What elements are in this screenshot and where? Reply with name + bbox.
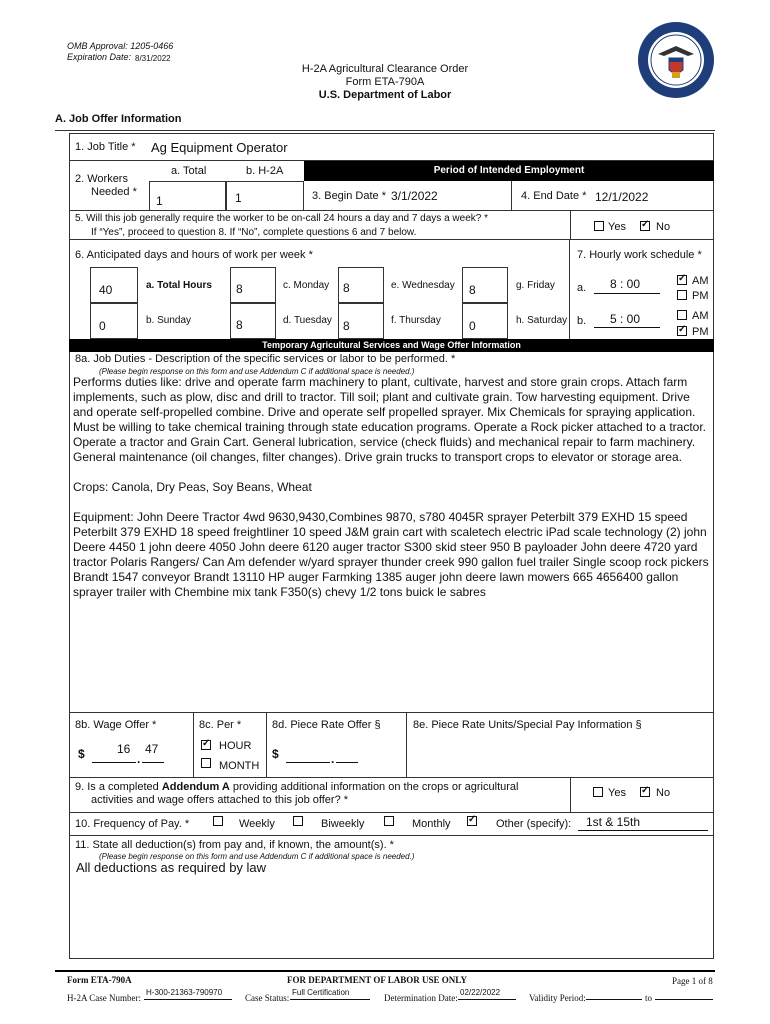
hours-row1-field[interactable]: 8 bbox=[230, 267, 276, 303]
q9-yes-label: Yes bbox=[608, 787, 626, 799]
form-number: Form ETA-790A bbox=[345, 76, 425, 88]
start-pm-label: PM bbox=[692, 290, 709, 302]
thursday-label: f. Thursday bbox=[391, 315, 441, 326]
monday-field[interactable]: 8 bbox=[338, 267, 384, 303]
other-value[interactable]: 1st & 15th bbox=[586, 815, 641, 829]
weekly-label: Weekly bbox=[239, 818, 275, 830]
q6-label: 6. Anticipated days and hours of work per week * bbox=[75, 249, 313, 261]
q5-yes-label: Yes bbox=[608, 221, 626, 233]
temp-services-header: Temporary Agricultural Services and Wage Offer Information bbox=[69, 339, 714, 352]
total-label: a. Total bbox=[171, 165, 207, 177]
q5-no-label: No bbox=[656, 221, 671, 233]
h2a-label: b. H-2A bbox=[246, 165, 284, 177]
validity-label: Validity Period: bbox=[529, 993, 586, 1003]
end-date-value[interactable]: 12/1/2022 bbox=[595, 190, 649, 204]
footer-page: Page 1 of 8 bbox=[672, 976, 713, 986]
q9-no-checkbox[interactable] bbox=[640, 787, 650, 797]
end-am-label: AM bbox=[692, 310, 709, 322]
q9-line2: activities and wage offers attached to this job offer? * bbox=[91, 794, 349, 806]
period-header: Period of Intended Employment bbox=[304, 161, 714, 181]
q5-no-checkbox[interactable] bbox=[640, 221, 650, 231]
biweekly-checkbox[interactable] bbox=[293, 816, 303, 826]
per-hour-label: HOUR bbox=[219, 740, 252, 752]
job-duties-equipment: Equipment: John Deere Tractor 4wd 9630,9430,Combines 9870, s780 4045R sprayer Peterbilt 379 EXHD 15 speed Peterbilt 379 EXHD 18 speed freightliner 10 speed J&M grain cart with scaletech electric iPad scale technology (2) john Deere 4450 1 john deere 4050 John deere 6120 auger tractor S300 skid steer 950 B payloader John deere 4720 yard tractor Polaris Rangers/ Can Am defender w/yard sprayer thunder creek 990 gallon fuel trailer Single scoop rock pickers Brandt 1547 conveyor Brandt 13110 HP auger Farmking 1385 auger john deere lawn mowers 665 4656400 gallon sprayer trailer with Chembine mix tank F350(s) chevy 1/2 tons buick le sabres bbox=[73, 510, 709, 599]
q8a-note: (Please begin response on this form and use Addendum C if additional space is needed.) bbox=[99, 367, 415, 376]
start-am-label: AM bbox=[692, 275, 709, 287]
end-time[interactable]: 5 : 00 bbox=[610, 312, 641, 326]
piece-rate-units-label: 8e. Piece Rate Units/Special Pay Information § bbox=[413, 719, 642, 731]
workers-h2a-field[interactable]: 1 bbox=[226, 181, 304, 211]
form-title: H-2A Agricultural Clearance Order bbox=[301, 63, 469, 75]
other-label: Other (specify): bbox=[496, 818, 572, 830]
q8a-label: 8a. Job Duties - Description of the specific services or labor to be performed. * bbox=[75, 353, 456, 365]
monthly-checkbox[interactable] bbox=[384, 816, 394, 826]
workers-needed-label-2: Needed * bbox=[91, 186, 137, 198]
q9-yes-checkbox[interactable] bbox=[593, 787, 603, 797]
job-title-value[interactable]: Ag Equipment Operator bbox=[151, 140, 288, 155]
end-am-checkbox[interactable] bbox=[677, 310, 687, 320]
q5-line1: 5. Will this job generally require the worker to be on-call 24 hours a day and 7 days a week? * bbox=[75, 213, 489, 224]
sunday-label: b. Sunday bbox=[146, 315, 192, 326]
tuesday-label: d. Tuesday bbox=[283, 315, 332, 326]
footer-dol-use: FOR DEPARTMENT OF LABOR USE ONLY bbox=[287, 975, 467, 985]
piece-rate-dollars-field[interactable] bbox=[286, 762, 330, 763]
tuesday-field[interactable]: 8 bbox=[338, 303, 384, 339]
q9-no-label: No bbox=[656, 787, 671, 799]
workers-total-field[interactable]: 1 bbox=[149, 181, 226, 211]
total-hours-label: a. Total Hours bbox=[146, 280, 212, 291]
friday-label: g. Friday bbox=[516, 280, 555, 291]
job-title-label: 1. Job Title * bbox=[75, 141, 136, 153]
wednesday-label: e. Wednesday bbox=[391, 280, 455, 291]
schedule-a-label: a. bbox=[577, 282, 587, 294]
wage-offer-label: 8b. Wage Offer * bbox=[75, 719, 157, 731]
department-name: U.S. Department of Labor bbox=[318, 89, 452, 101]
section-a-title: A. Job Offer Information bbox=[55, 113, 182, 125]
wednesday-field[interactable]: 8 bbox=[462, 267, 508, 303]
begin-date-label: 3. Begin Date * bbox=[312, 190, 386, 202]
monday-label: c. Monday bbox=[283, 280, 330, 291]
case-status-value: Full Certification bbox=[292, 988, 350, 997]
end-pm-label: PM bbox=[692, 326, 709, 338]
start-time[interactable]: 8 : 00 bbox=[610, 277, 641, 291]
piece-rate-label: 8d. Piece Rate Offer § bbox=[272, 719, 381, 731]
case-status-label: Case Status: bbox=[245, 993, 290, 1003]
per-month-label: MONTH bbox=[219, 760, 260, 772]
omb-approval: OMB Approval: 1205-0466 bbox=[67, 41, 174, 51]
per-month-checkbox[interactable] bbox=[201, 758, 211, 768]
case-number-label: H-2A Case Number: bbox=[67, 993, 141, 1003]
end-date-label: 4. End Date * bbox=[521, 190, 587, 202]
workers-needed-label: 2. Workers bbox=[75, 173, 128, 185]
start-am-checkbox[interactable] bbox=[677, 275, 687, 285]
wage-decimal: . bbox=[137, 752, 141, 766]
determination-label: Determination Date: bbox=[384, 993, 458, 1003]
wage-dollar-sign: $ bbox=[78, 747, 85, 761]
case-number-value: H-300-21363-790970 bbox=[146, 988, 223, 997]
piece-rate-dollar-sign: $ bbox=[272, 747, 279, 761]
job-duties-crops: Crops: Canola, Dry Peas, Soy Beans, Wheat bbox=[73, 480, 312, 494]
deductions-note: (Please begin response on this form and use Addendum C if additional space is needed.) bbox=[99, 852, 415, 861]
hours-row2-field[interactable]: 8 bbox=[230, 303, 276, 339]
q5-yes-checkbox[interactable] bbox=[594, 221, 604, 231]
pay-frequency-label: 10. Frequency of Pay. * bbox=[75, 818, 190, 830]
biweekly-label: Biweekly bbox=[321, 818, 365, 830]
wage-dollars[interactable]: 16 bbox=[117, 742, 131, 756]
footer-form-name: Form ETA-790A bbox=[67, 975, 132, 985]
piece-rate-cents-field[interactable] bbox=[336, 762, 358, 763]
sunday-hours-field[interactable]: 0 bbox=[90, 303, 138, 339]
total-hours-field[interactable]: 40 bbox=[90, 267, 138, 303]
other-checkbox[interactable] bbox=[467, 816, 477, 826]
wage-cents[interactable]: 47 bbox=[145, 742, 159, 756]
weekly-checkbox[interactable] bbox=[213, 816, 223, 826]
per-hour-checkbox[interactable] bbox=[201, 740, 211, 750]
thursday-field[interactable]: 0 bbox=[462, 303, 508, 339]
begin-date-value[interactable]: 3/1/2022 bbox=[391, 189, 438, 203]
monthly-label: Monthly bbox=[412, 818, 451, 830]
job-duties-text[interactable] bbox=[73, 375, 709, 600]
determination-value: 02/22/2022 bbox=[460, 988, 501, 997]
validity-to: to bbox=[645, 993, 653, 1003]
q5-line2: If “Yes”, proceed to question 8. If “No”, complete questions 6 and 7 below. bbox=[91, 227, 417, 238]
expiration-label: Expiration Date: bbox=[67, 52, 132, 62]
job-duties-paragraph-1: Performs duties like: drive and operate farm machinery to plant, cultivate, harvest and store grain crops. Attach farm implements, such as plow, disc and drill to tractor. Till soil; plant and cultivate grain. Tow harvesting equipment. Drive and operate self-propelled combine. Drive and operate self propelled sprayer. Mix Chemicals for spraying application. Must be willing to take chemical training through state education programs. Operate a Rock picker attached to a tractor. Operate a tractor and Grain Cart. General lubrication, service (check fluids) and mechanical repair to farm machinery. General maintenance (oil changes, filter changes). Drive grain trucks to transport crops to elevator or storage area. bbox=[73, 375, 706, 464]
q7-label: 7. Hourly work schedule * bbox=[577, 249, 702, 261]
schedule-b-label: b. bbox=[577, 315, 587, 327]
q9-line1: 9. Is a completed Addendum A providing additional information on the crops or agricultural bbox=[75, 781, 519, 793]
deductions-value[interactable]: All deductions as required by law bbox=[76, 860, 267, 875]
dol-seal-icon bbox=[636, 20, 716, 100]
end-pm-checkbox[interactable] bbox=[677, 326, 687, 336]
per-label: 8c. Per * bbox=[199, 719, 242, 731]
deductions-label: 11. State all deduction(s) from pay and, if known, the amount(s). * bbox=[75, 839, 394, 851]
expiration-date: 8/31/2022 bbox=[135, 54, 171, 63]
start-pm-checkbox[interactable] bbox=[677, 290, 687, 300]
saturday-label: h. Saturday bbox=[516, 315, 568, 326]
